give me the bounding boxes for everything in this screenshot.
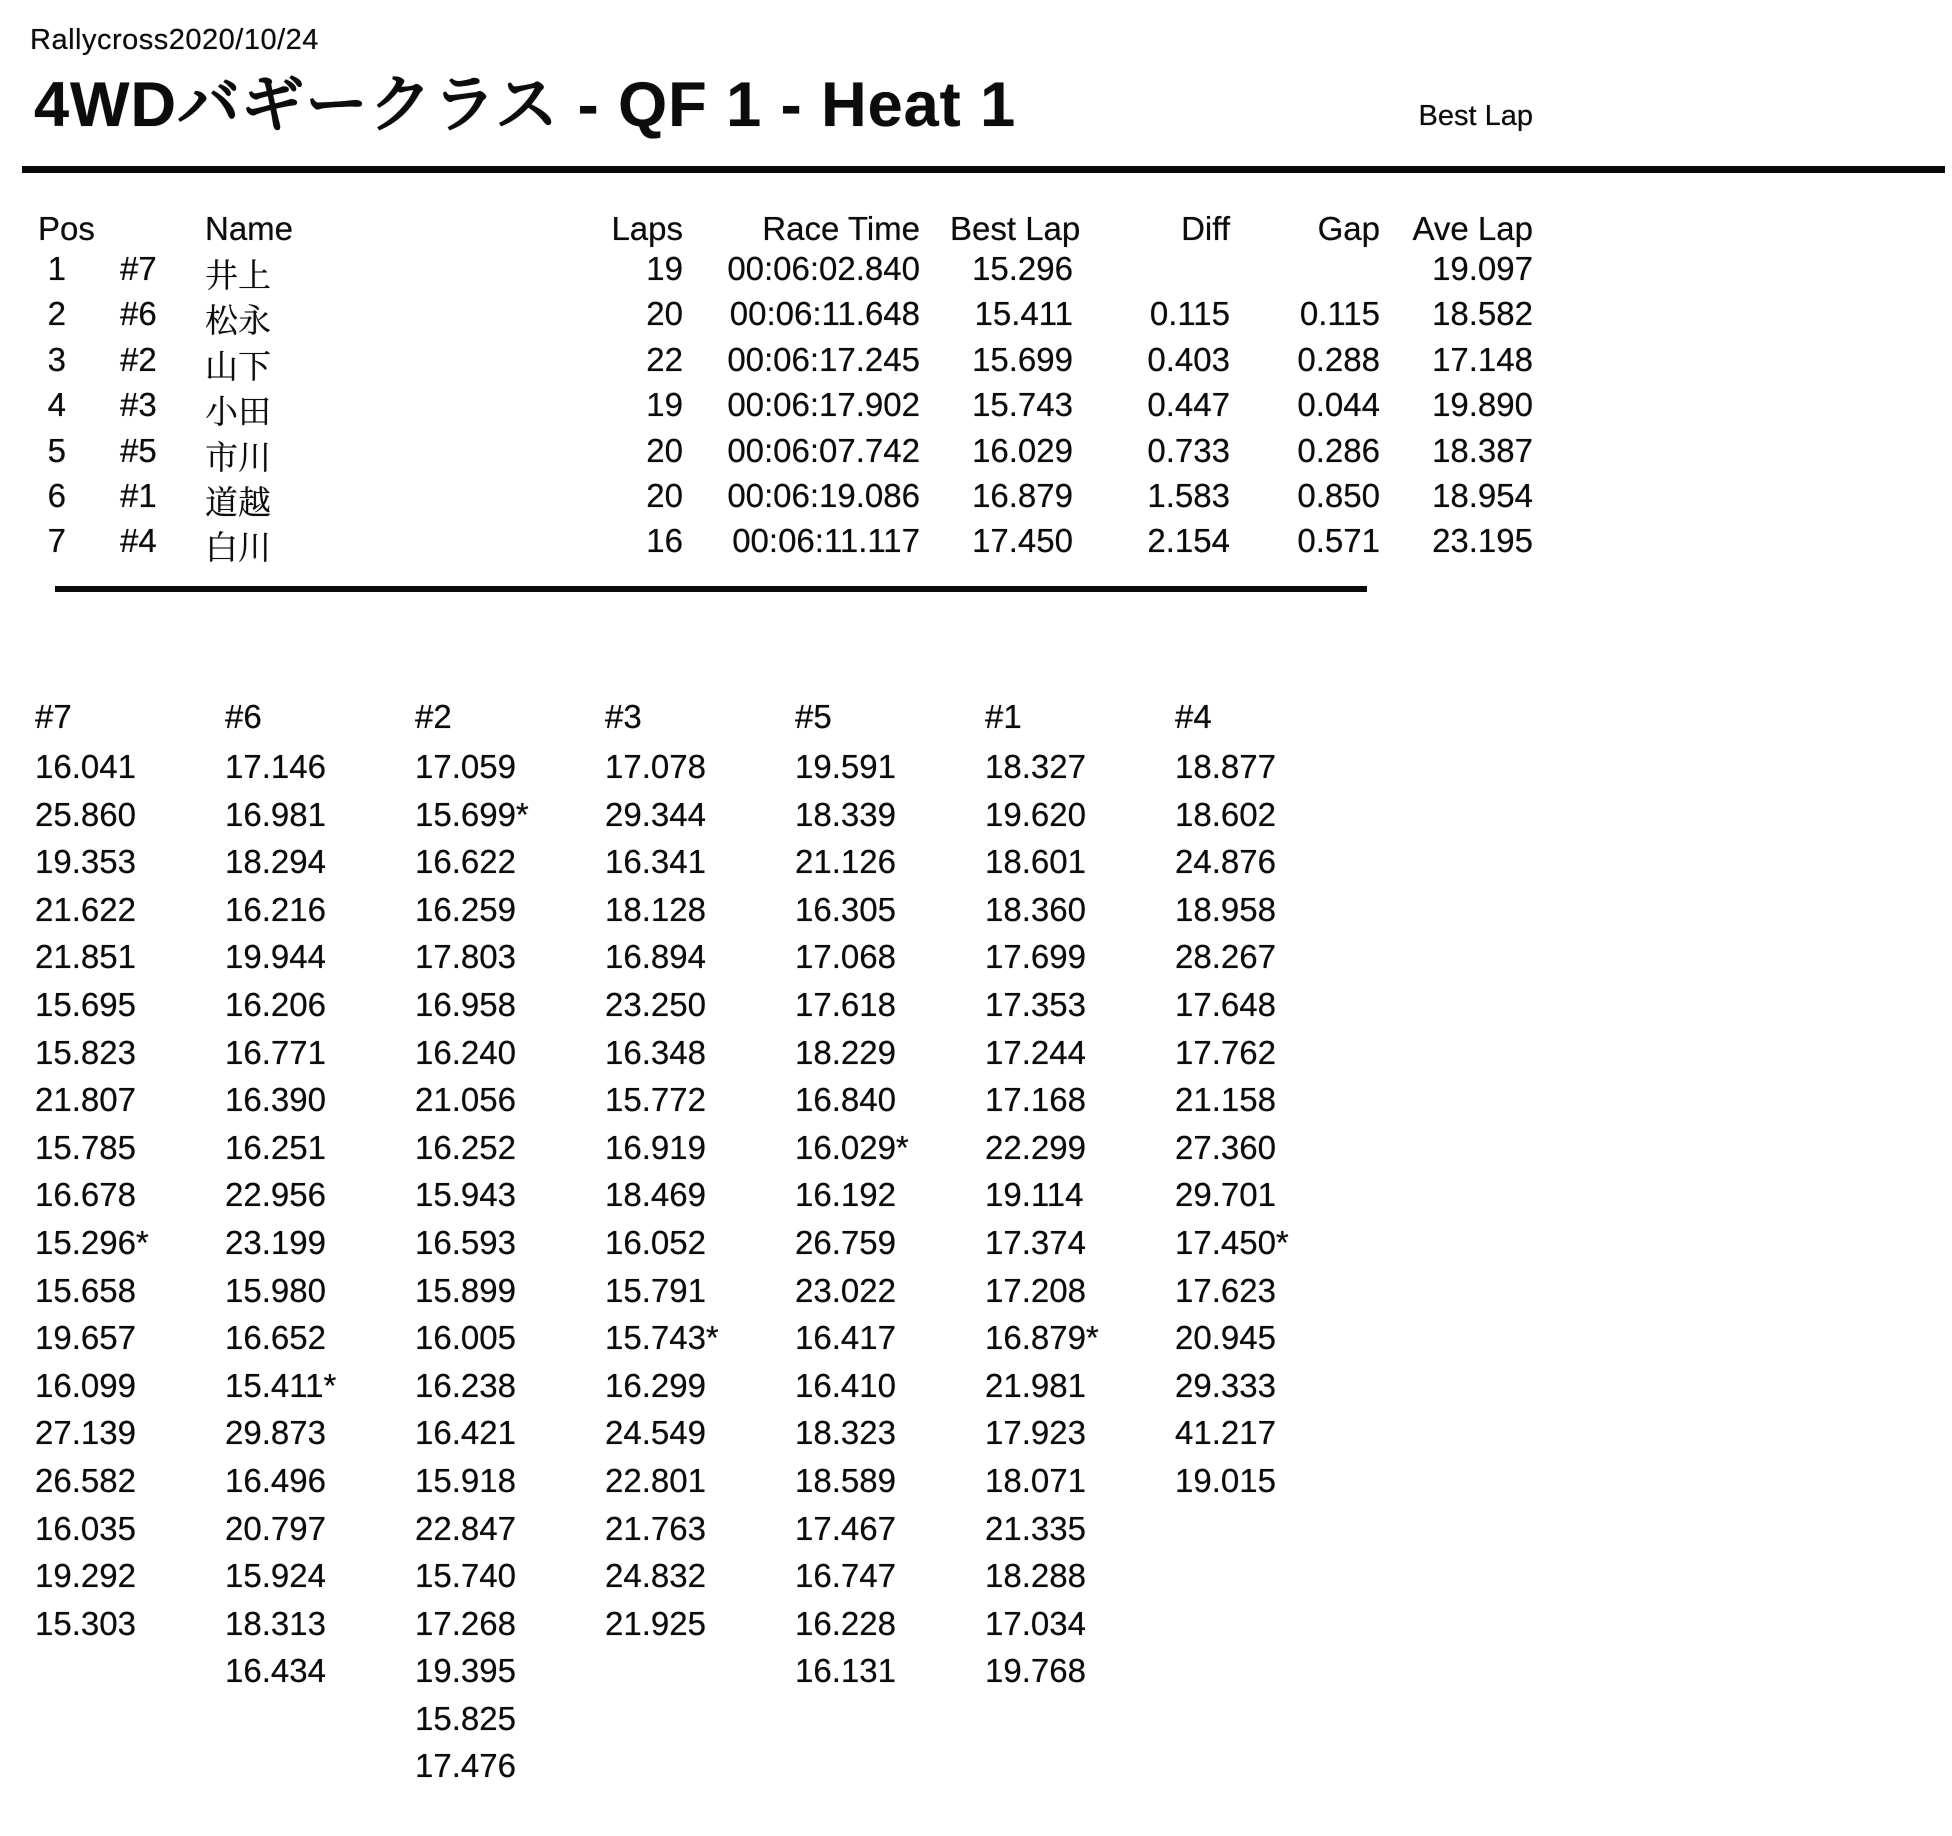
lap-time: 17.623 bbox=[1175, 1271, 1276, 1309]
lap-column-header: #7 bbox=[35, 698, 72, 735]
lap-time: 16.252 bbox=[415, 1128, 516, 1166]
result-pos: 6 bbox=[47, 477, 66, 514]
result-race-time: 00:06:17.245 bbox=[727, 340, 920, 378]
result-ave-lap: 19.097 bbox=[1432, 250, 1533, 287]
lap-time: 15.411* bbox=[225, 1366, 337, 1404]
lap-time: 17.146 bbox=[225, 748, 326, 785]
result-gap: 0.286 bbox=[1297, 431, 1380, 469]
header-diff: Diff bbox=[1181, 210, 1230, 247]
lap-time: 18.229 bbox=[795, 1033, 896, 1071]
lap-time: 18.469 bbox=[605, 1176, 706, 1214]
lap-time: 22.801 bbox=[605, 1461, 706, 1499]
result-best-lap: 15.411 bbox=[974, 295, 1073, 333]
lap-time: 15.695 bbox=[35, 985, 136, 1023]
result-laps: 19 bbox=[646, 250, 683, 287]
lap-time: 26.759 bbox=[795, 1223, 896, 1261]
lap-time: 15.825 bbox=[415, 1699, 516, 1737]
lap-time: 16.259 bbox=[415, 890, 516, 928]
result-row bbox=[0, 250, 1600, 292]
result-car-number: #4 bbox=[120, 522, 157, 560]
lap-time: 16.879* bbox=[985, 1319, 1099, 1357]
lap-time: 17.467 bbox=[795, 1509, 896, 1547]
result-driver-name: 白川 bbox=[205, 529, 271, 567]
lap-time: 15.785 bbox=[35, 1128, 136, 1166]
lap-time: 16.251 bbox=[225, 1128, 326, 1166]
lap-time: 27.360 bbox=[1175, 1128, 1276, 1166]
header-name: Name bbox=[205, 210, 294, 247]
result-driver-name: 井上 bbox=[205, 257, 271, 294]
result-laps: 19 bbox=[646, 386, 683, 424]
lap-time: 24.832 bbox=[605, 1557, 706, 1595]
lap-time: 16.035 bbox=[35, 1509, 136, 1547]
lap-time: 16.417 bbox=[795, 1319, 896, 1357]
lap-time: 22.299 bbox=[985, 1128, 1086, 1166]
lap-time: 21.851 bbox=[35, 938, 136, 976]
lap-time: 15.658 bbox=[35, 1271, 136, 1309]
lap-time: 16.228 bbox=[795, 1604, 896, 1642]
lap-time: 15.980 bbox=[225, 1271, 326, 1309]
lap-time: 15.918 bbox=[415, 1461, 516, 1499]
result-gap: 0.115 bbox=[1299, 295, 1380, 333]
lap-time: 18.288 bbox=[985, 1557, 1086, 1595]
lap-time: 24.549 bbox=[605, 1414, 706, 1452]
result-diff: 0.733 bbox=[1147, 431, 1230, 469]
lap-time: 17.374 bbox=[985, 1223, 1086, 1261]
result-ave-lap: 18.954 bbox=[1432, 477, 1533, 514]
lap-time: 19.657 bbox=[35, 1319, 136, 1357]
lap-time: 16.421 bbox=[415, 1414, 516, 1452]
lap-time: 16.410 bbox=[795, 1366, 896, 1404]
lap-time: 16.840 bbox=[795, 1081, 896, 1119]
lap-time: 21.158 bbox=[1175, 1081, 1276, 1119]
lap-time: 15.740 bbox=[415, 1557, 516, 1595]
table-bottom-rule bbox=[55, 586, 1367, 592]
result-row bbox=[0, 432, 1600, 474]
result-gap: 0.850 bbox=[1297, 477, 1380, 514]
lap-time: 23.199 bbox=[225, 1223, 326, 1261]
title-divider-rule bbox=[22, 166, 1945, 173]
lap-time: 18.958 bbox=[1175, 890, 1276, 928]
lap-time: 19.015 bbox=[1175, 1461, 1276, 1499]
result-row bbox=[0, 295, 1600, 340]
result-gap: 0.044 bbox=[1297, 386, 1380, 424]
lap-time: 16.348 bbox=[605, 1033, 706, 1071]
lap-time: 19.292 bbox=[35, 1557, 136, 1595]
lap-time: 29.873 bbox=[225, 1414, 326, 1452]
lap-time: 21.763 bbox=[605, 1509, 706, 1547]
result-car-number: #3 bbox=[120, 386, 157, 424]
lap-time: 16.652 bbox=[225, 1319, 326, 1357]
sort-criterion-label: Best Lap bbox=[1418, 100, 1533, 132]
lap-time: 22.956 bbox=[225, 1176, 326, 1214]
result-ave-lap: 18.582 bbox=[1432, 295, 1533, 333]
lap-time: 17.059 bbox=[415, 748, 516, 785]
lap-time: 26.582 bbox=[35, 1461, 136, 1499]
lap-time: 19.353 bbox=[35, 843, 136, 881]
lap-time: 16.131 bbox=[795, 1652, 896, 1690]
result-gap: 0.571 bbox=[1297, 522, 1380, 560]
header-best-lap: Best Lap bbox=[950, 210, 1081, 247]
result-best-lap: 15.296 bbox=[972, 250, 1073, 287]
lap-time: 17.208 bbox=[985, 1271, 1086, 1309]
result-diff: 1.583 bbox=[1147, 477, 1230, 514]
lap-time: 16.216 bbox=[225, 890, 326, 928]
lap-time: 16.299 bbox=[605, 1366, 706, 1404]
lap-time: 18.339 bbox=[795, 795, 896, 833]
lap-time: 21.925 bbox=[605, 1604, 706, 1642]
result-row bbox=[0, 477, 1600, 519]
lap-column-header: #1 bbox=[985, 698, 1022, 735]
lap-time: 19.768 bbox=[985, 1652, 1086, 1690]
lap-time: 20.797 bbox=[225, 1509, 326, 1547]
lap-time: 18.360 bbox=[985, 890, 1086, 928]
lap-time: 29.344 bbox=[605, 795, 706, 833]
page-title: 4WDバギークラス - QF 1 - Heat 1 bbox=[34, 70, 1017, 140]
header-ave-lap: Ave Lap bbox=[1412, 210, 1533, 247]
lap-time: 18.071 bbox=[985, 1461, 1086, 1499]
lap-time: 20.945 bbox=[1175, 1319, 1276, 1357]
header-pos: Pos bbox=[38, 210, 95, 247]
result-race-time: 00:06:07.742 bbox=[727, 431, 920, 469]
result-ave-lap: 23.195 bbox=[1432, 522, 1533, 560]
lap-time: 15.791 bbox=[605, 1271, 706, 1309]
lap-time: 28.267 bbox=[1175, 938, 1276, 976]
lap-time: 21.056 bbox=[415, 1081, 516, 1119]
result-best-lap: 15.699 bbox=[972, 340, 1073, 378]
lap-time: 18.294 bbox=[225, 843, 326, 881]
lap-time: 16.041 bbox=[35, 748, 136, 785]
lap-time: 21.126 bbox=[795, 843, 896, 881]
lap-time: 18.877 bbox=[1175, 748, 1276, 785]
lap-time: 15.823 bbox=[35, 1033, 136, 1071]
lap-time: 16.052 bbox=[605, 1223, 706, 1261]
lap-time: 16.496 bbox=[225, 1461, 326, 1499]
lap-column bbox=[415, 698, 600, 1795]
lap-time: 16.341 bbox=[605, 843, 706, 881]
result-laps: 16 bbox=[646, 522, 683, 560]
result-race-time: 00:06:17.902 bbox=[727, 386, 920, 424]
lap-time: 17.648 bbox=[1175, 985, 1276, 1023]
lap-time: 18.128 bbox=[605, 890, 706, 928]
lap-column-header: #3 bbox=[605, 698, 642, 735]
lap-time: 16.029* bbox=[795, 1128, 909, 1166]
result-car-number: #6 bbox=[120, 295, 157, 333]
lap-time: 15.943 bbox=[415, 1176, 516, 1214]
lap-time: 16.240 bbox=[415, 1033, 516, 1071]
result-ave-lap: 18.387 bbox=[1432, 431, 1533, 469]
result-pos: 7 bbox=[47, 522, 66, 560]
result-car-number: #1 bbox=[120, 477, 157, 514]
result-pos: 1 bbox=[47, 250, 66, 287]
lap-time: 29.333 bbox=[1175, 1366, 1276, 1404]
result-diff: 0.447 bbox=[1147, 386, 1230, 424]
lap-time: 15.924 bbox=[225, 1557, 326, 1595]
lap-time: 19.620 bbox=[985, 795, 1086, 833]
result-car-number: #7 bbox=[120, 250, 157, 287]
lap-time: 18.327 bbox=[985, 748, 1086, 785]
lap-time: 16.305 bbox=[795, 890, 896, 928]
lap-time: 19.114 bbox=[985, 1176, 1084, 1214]
result-diff: 0.403 bbox=[1147, 340, 1230, 378]
result-race-time: 00:06:11.648 bbox=[729, 295, 920, 333]
lap-time: 17.699 bbox=[985, 938, 1086, 976]
lap-column-header: #6 bbox=[225, 698, 262, 735]
header-laps: Laps bbox=[611, 210, 683, 247]
lap-column bbox=[1175, 698, 1360, 1510]
lap-time: 18.602 bbox=[1175, 795, 1276, 833]
lap-column-header: #5 bbox=[795, 698, 832, 735]
lap-time: 18.601 bbox=[985, 843, 1086, 881]
lap-time: 17.068 bbox=[795, 938, 896, 976]
result-laps: 20 bbox=[646, 431, 683, 469]
lap-time: 17.078 bbox=[605, 748, 706, 785]
result-pos: 4 bbox=[47, 386, 66, 424]
lap-time: 21.807 bbox=[35, 1081, 136, 1119]
lap-time: 16.238 bbox=[415, 1366, 516, 1404]
result-driver-name: 山下 bbox=[205, 347, 271, 385]
result-laps: 20 bbox=[646, 477, 683, 514]
lap-time: 16.894 bbox=[605, 938, 706, 976]
lap-time: 23.022 bbox=[795, 1271, 896, 1309]
result-laps: 20 bbox=[646, 295, 683, 333]
lap-time: 25.860 bbox=[35, 795, 136, 833]
lap-time: 24.876 bbox=[1175, 843, 1276, 881]
lap-time: 17.618 bbox=[795, 985, 896, 1023]
lap-time: 17.353 bbox=[985, 985, 1086, 1023]
result-best-lap: 15.743 bbox=[972, 386, 1073, 424]
results-header-row bbox=[0, 210, 1600, 252]
result-race-time: 00:06:11.117 bbox=[732, 522, 920, 560]
lap-time: 41.217 bbox=[1175, 1414, 1276, 1452]
lap-time: 16.747 bbox=[795, 1557, 896, 1595]
lap-time: 29.701 bbox=[1175, 1176, 1276, 1214]
lap-time: 16.593 bbox=[415, 1223, 516, 1261]
lap-column-header: #4 bbox=[1175, 698, 1212, 735]
lap-time: 22.847 bbox=[415, 1509, 516, 1547]
lap-time: 21.981 bbox=[985, 1366, 1086, 1404]
lap-time: 19.395 bbox=[415, 1652, 516, 1690]
lap-time: 19.591 bbox=[795, 748, 896, 785]
lap-time: 15.772 bbox=[605, 1081, 706, 1119]
result-diff: 2.154 bbox=[1147, 522, 1230, 560]
result-diff: 0.115 bbox=[1149, 295, 1230, 333]
lap-time: 16.005 bbox=[415, 1319, 516, 1357]
lap-time: 16.678 bbox=[35, 1176, 136, 1214]
result-laps: 22 bbox=[646, 340, 683, 378]
lap-time: 16.099 bbox=[35, 1366, 136, 1404]
lap-column-header: #2 bbox=[415, 698, 452, 735]
lap-time: 16.919 bbox=[605, 1128, 706, 1166]
lap-time: 18.323 bbox=[795, 1414, 896, 1452]
lap-time: 17.268 bbox=[415, 1604, 516, 1642]
result-driver-name: 松永 bbox=[205, 302, 271, 340]
lap-time: 15.303 bbox=[35, 1604, 136, 1642]
result-pos: 2 bbox=[47, 295, 66, 333]
lap-time: 17.244 bbox=[985, 1033, 1086, 1071]
lap-column bbox=[35, 698, 220, 1652]
result-best-lap: 16.879 bbox=[972, 477, 1073, 514]
lap-time: 17.034 bbox=[985, 1604, 1086, 1642]
header-gap: Gap bbox=[1317, 210, 1380, 247]
lap-time: 17.168 bbox=[985, 1081, 1086, 1119]
lap-time: 15.899 bbox=[415, 1271, 516, 1309]
lap-time: 21.622 bbox=[35, 890, 136, 928]
lap-time: 16.771 bbox=[225, 1033, 326, 1071]
lap-time: 18.589 bbox=[795, 1461, 896, 1499]
lap-time: 16.981 bbox=[225, 795, 326, 833]
result-car-number: #5 bbox=[120, 431, 157, 469]
result-driver-name: 道越 bbox=[205, 484, 271, 521]
lap-time: 16.434 bbox=[225, 1652, 326, 1690]
result-driver-name: 市川 bbox=[205, 438, 271, 476]
result-race-time: 00:06:19.086 bbox=[727, 477, 920, 514]
lap-time: 23.250 bbox=[605, 985, 706, 1023]
result-row bbox=[0, 386, 1600, 431]
result-race-time: 00:06:02.840 bbox=[727, 250, 920, 287]
result-best-lap: 16.029 bbox=[972, 431, 1073, 469]
lap-time: 19.944 bbox=[225, 938, 326, 976]
lap-column bbox=[605, 698, 790, 1652]
event-name: Rallycross2020/10/24 bbox=[30, 24, 319, 56]
lap-time: 16.192 bbox=[795, 1176, 896, 1214]
lap-time: 16.206 bbox=[225, 985, 326, 1023]
result-pos: 5 bbox=[47, 431, 66, 469]
result-row bbox=[0, 522, 1600, 567]
lap-time: 17.923 bbox=[985, 1414, 1086, 1452]
lap-time: 17.803 bbox=[415, 938, 516, 976]
header-race-time: Race Time bbox=[762, 210, 920, 247]
lap-column bbox=[985, 698, 1170, 1700]
lap-time: 21.335 bbox=[985, 1509, 1086, 1547]
lap-time: 27.139 bbox=[35, 1414, 136, 1452]
lap-column bbox=[795, 698, 980, 1700]
result-ave-lap: 17.148 bbox=[1432, 340, 1533, 378]
lap-time: 17.476 bbox=[415, 1747, 516, 1785]
lap-time: 15.743* bbox=[605, 1319, 719, 1357]
result-gap: 0.288 bbox=[1297, 340, 1380, 378]
lap-time: 16.622 bbox=[415, 843, 516, 881]
result-row bbox=[0, 341, 1600, 383]
lap-time: 18.313 bbox=[225, 1604, 326, 1642]
result-ave-lap: 19.890 bbox=[1432, 386, 1533, 424]
result-pos: 3 bbox=[47, 340, 66, 378]
lap-column bbox=[225, 698, 410, 1700]
lap-time: 17.450* bbox=[1175, 1223, 1289, 1261]
result-car-number: #2 bbox=[120, 340, 157, 378]
result-best-lap: 17.450 bbox=[972, 522, 1073, 560]
lap-time: 15.296* bbox=[35, 1223, 149, 1261]
lap-time: 16.958 bbox=[415, 985, 516, 1023]
lap-time: 16.390 bbox=[225, 1081, 326, 1119]
result-driver-name: 小田 bbox=[205, 393, 271, 431]
lap-time: 17.762 bbox=[1175, 1033, 1276, 1071]
lap-time: 15.699* bbox=[415, 795, 529, 833]
